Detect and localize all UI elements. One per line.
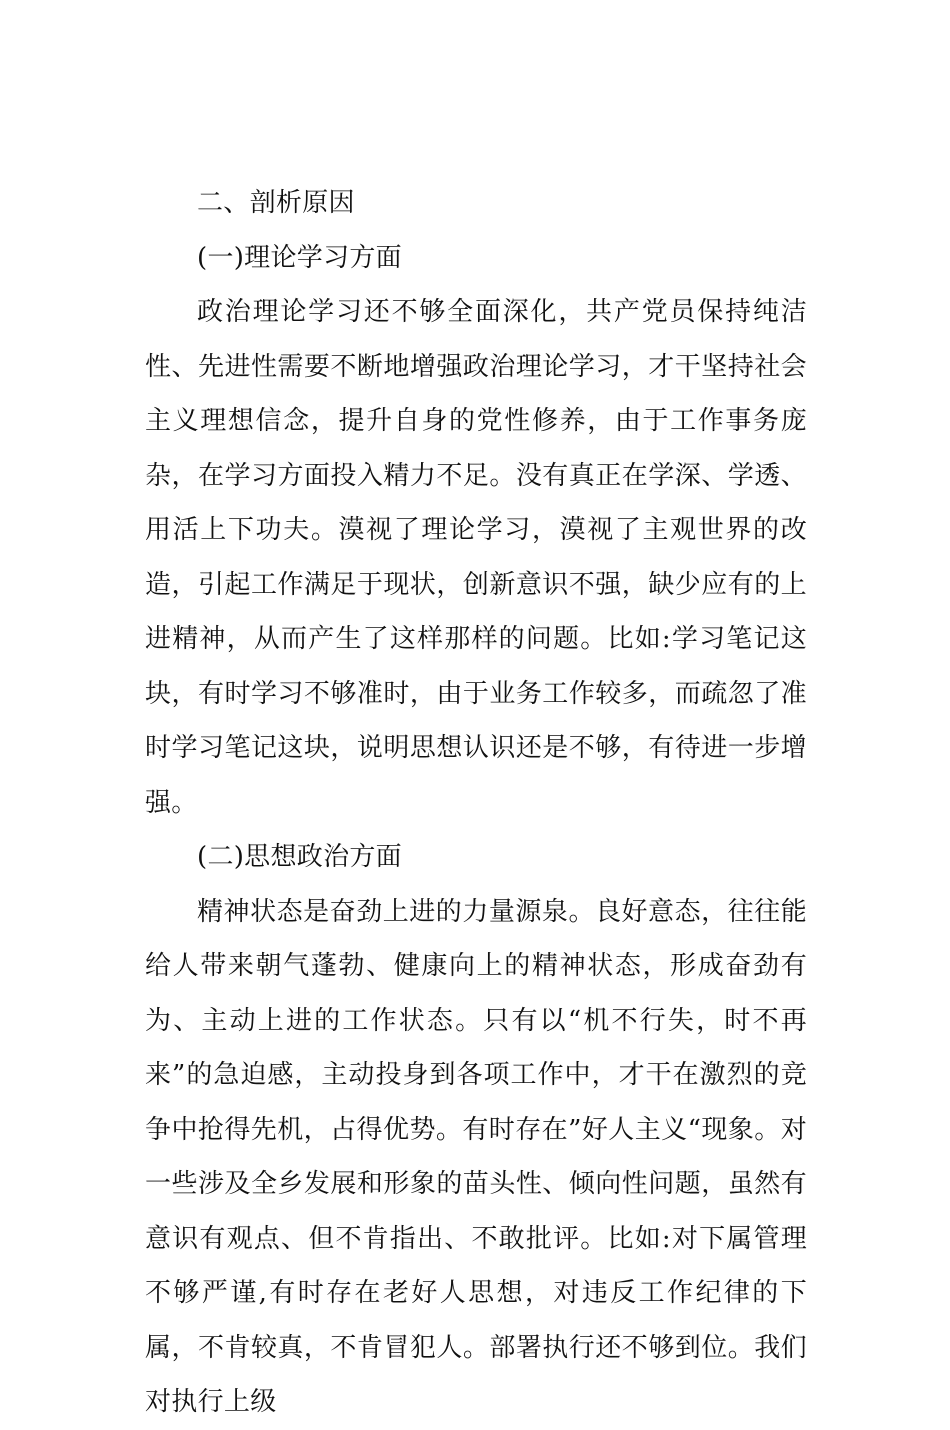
section-title: 二、剖析原因 [197,188,355,218]
document-body [145,176,807,1430]
paragraph-theory: 政治理论学习还不够全面深化，共产党员保持纯洁性、先进性需要不断地增强政治理论学习，才干坚持社会主义理想信念，提升自身的党性修养，由于工作事务庞杂，在学习方面投入精力不足。没有真正在学深、学透、用活上下功夫。漠视了理论学习，漠视了主观世界的改造，引起工作满足于现状，创新意识不强，缺少应有的上进精神，从而产生了这样那样的问题。比如:学习笔记这块，有时学习不够准时，由于业务工作较多，而疏忽了准时学习笔记这块，说明思想认识还是不够，有待进一步增强。 [145,297,807,818]
subsection-heading-theory: (一)理论学习方面 [197,242,402,273]
subsection-heading-ideology: (二)思想政治方面 [197,842,402,872]
paragraph-ideology: 精神状态是奋劲上进的力量源泉。良好意态，往往能给人带来朝气蓬勃、健康向上的精神状态，形成奋劲有为、主动上进的工作状态。只有以“机不行失，时不再来”的急迫感，主动投身到各项工作中，才干在激烈的竞争中抢得先机，占得优势。有时存在”好人主义“现象。对一些涉及全乡发展和形象的苗头性、倾向性问题，虽然有意识有观点、但不肯指出、不敢批评。比如:对下属管理不够严谨,有时存在老好人思想，对违反工作纪律的下属，不肯较真，不肯冒犯人。部署执行还不够到位。我们对执行上级 [145,896,807,1417]
